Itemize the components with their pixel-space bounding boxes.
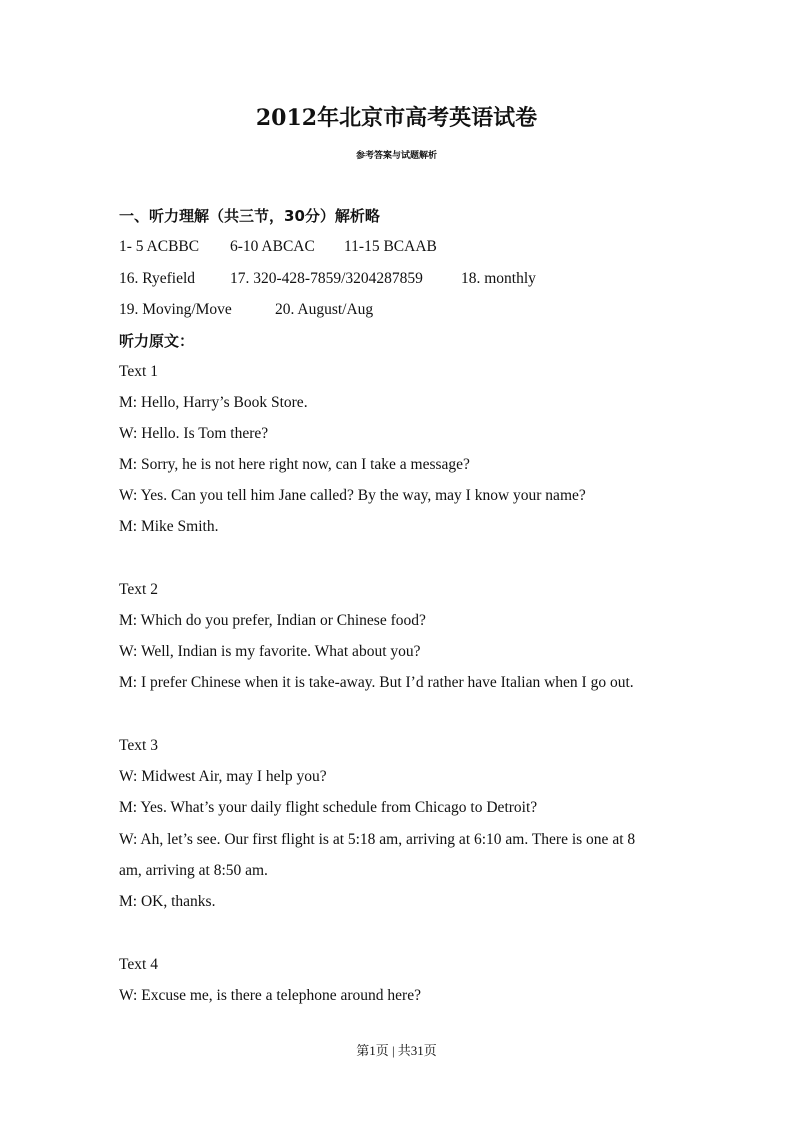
answer-group: 17. 320-428-7859/3204287859 <box>230 270 423 287</box>
answer-group: 20. August/Aug <box>275 301 374 318</box>
text-label: Text 4 <box>119 956 158 973</box>
transcript-line: W: Well, Indian is my favorite. What about you? <box>119 643 421 660</box>
transcript-line: W: Yes. Can you tell him Jane called? By the way, may I know your name? <box>119 487 586 504</box>
transcript-line: am, arriving at 8:50 am. <box>119 862 268 879</box>
text-label: Text 3 <box>119 737 158 754</box>
answer-group: 18. monthly <box>461 270 536 287</box>
page-subtitle: 参考答案与试题解析 <box>355 151 437 161</box>
answer-group: 19. Moving/Move <box>119 301 232 318</box>
transcript-line: M: OK, thanks. <box>119 893 216 910</box>
transcript-line: M: Which do you prefer, Indian or Chinese food? <box>119 612 426 629</box>
text-label: Text 2 <box>119 581 158 598</box>
page-title: 2012年北京市高考英语试卷 <box>255 105 538 131</box>
transcript-line: M: Hello, Harry’s Book Store. <box>119 394 308 411</box>
transcript-line: W: Hello. Is Tom there? <box>119 425 269 442</box>
answers-row-1 <box>119 237 437 257</box>
transcript-heading: 听力原文： <box>119 332 195 350</box>
answer-group: 16. Ryefield <box>119 270 196 287</box>
transcript-line: W: Midwest Air, may I help you? <box>119 768 327 785</box>
section-heading: 一、听力理解（共三节，30分）解析略 <box>119 207 380 225</box>
answer-group: 6-10 ABCAC <box>230 238 315 255</box>
transcript-line: W: Excuse me, is there a telephone around here? <box>119 987 421 1004</box>
page-footer: 第1页 | 共31页 <box>356 1043 437 1058</box>
transcript-line: M: I prefer Chinese when it is take-away. But I’d rather have Italian when I go out. <box>119 674 634 691</box>
transcript-line: M: Mike Smith. <box>119 518 219 535</box>
answer-group: 11-15 BCAAB <box>344 238 437 255</box>
answers-row-2 <box>119 269 536 289</box>
transcript-line: M: Sorry, he is not here right now, can I take a message? <box>119 456 470 473</box>
text-label: Text 1 <box>119 363 158 380</box>
transcript-line: M: Yes. What’s your daily flight schedule from Chicago to Detroit? <box>119 799 538 816</box>
transcript-line: W: Ah, let’s see. Our first flight is at 5:18 am, arriving at 6:10 am. There is one at 8 <box>119 831 636 848</box>
answers-row-3 <box>119 300 373 320</box>
answer-group: 1- 5 ACBBC <box>119 238 200 255</box>
